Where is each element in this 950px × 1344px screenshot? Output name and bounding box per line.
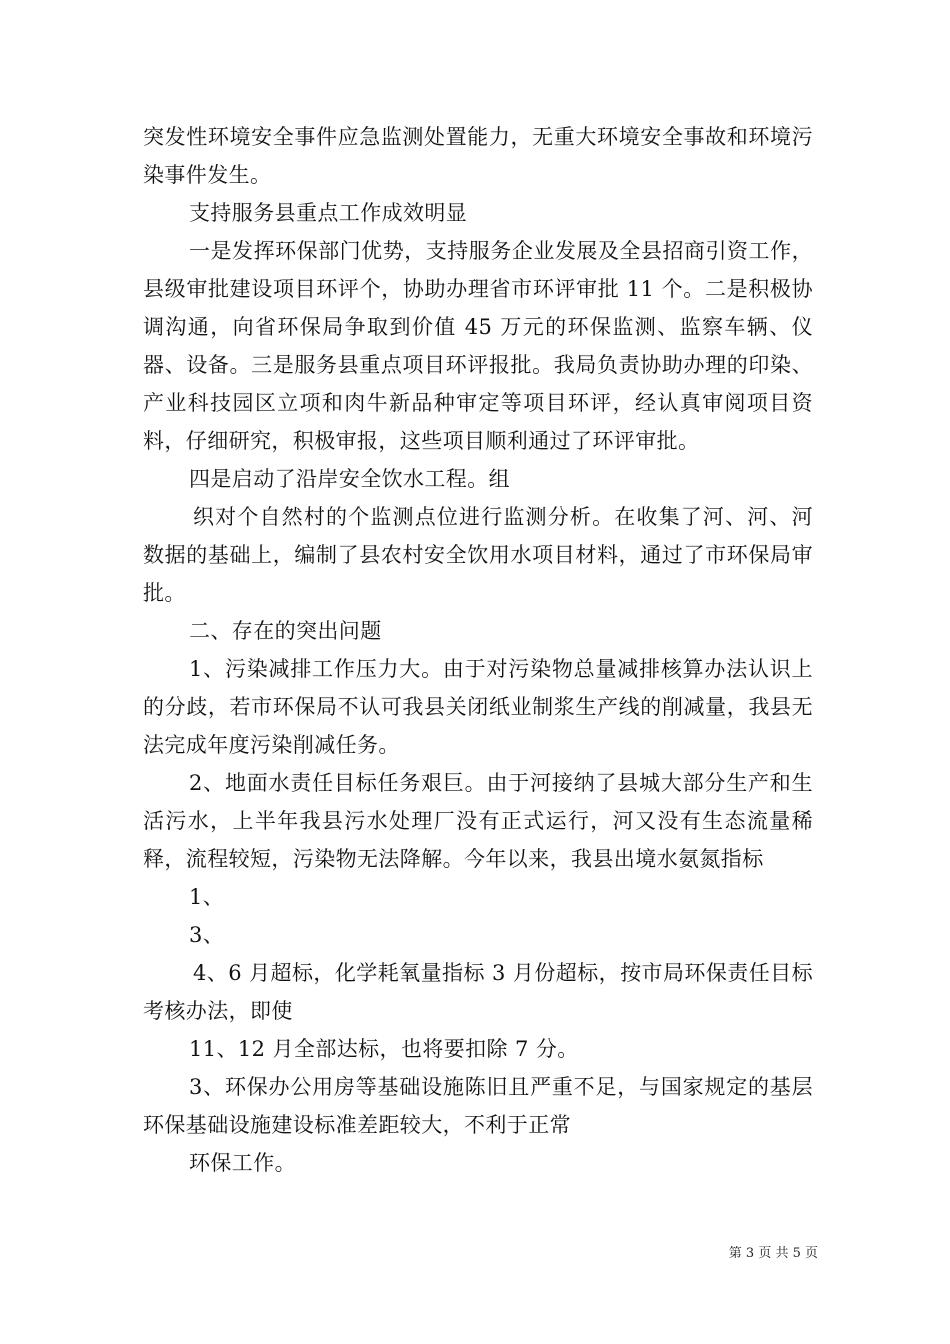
paragraph: 一是发挥环保部门优势，支持服务企业发展及全县招商引资工作，县级审批建设项目环评个，协助办理省市环评审批 11 个。二是积极协调沟通，向省环保局争取到价值 45 万元的环保监测、监察车辆、仪器、设备。三是服务县重点项目环评报批。我局负责协助办理的印染、产业科技园区立项和肉牛新品种审定等项目环评，经认真审阅项目资料，仔细研究，积极审报，这些项目顺利通过了环评审批。 (143, 239, 813, 453)
list-item: 1、 (189, 885, 225, 909)
paragraph: 1、污染减排工作压力大。由于对污染物总量减排核算办法认识上的分歧，若市环保局不认可我县关闭纸业制浆生产线的削减量，我县无法完成年度污染削减任务。 (143, 657, 813, 757)
paragraph: 织对个自然村的个监测点位进行监测分析。在收集了河、河、河数据的基础上，编制了县农村安全饮用水项目材料，通过了市环保局审批。 (143, 505, 813, 605)
paragraph: 突发性环境安全事件应急监测处置能力，无重大环境安全事故和环境污染事件发生。 (143, 125, 813, 187)
section-heading: 支持服务县重点工作成效明显 (189, 201, 468, 225)
document-body (143, 118, 813, 1182)
section-heading: 二、存在的突出问题 (189, 619, 382, 643)
paragraph: 3、环保办公用房等基础设施陈旧且严重不足，与国家规定的基层环保基础设施建设标准差距较大，不利于正常 (143, 1075, 813, 1137)
paragraph: 环保工作。 (189, 1151, 296, 1175)
paragraph: 4、6 月超标，化学耗氧量指标 3 月份超标，按市局环保责任目标考核办法，即使 (143, 961, 813, 1023)
paragraph: 2、地面水责任目标任务艰巨。由于河接纳了县城大部分生产和生活污水，上半年我县污水处理厂没有正式运行，河又没有生态流量稀释，流程较短，污染物无法降解。今年以来，我县出境水氨氮指标 (143, 771, 813, 871)
list-item: 3、 (189, 923, 225, 947)
paragraph: 四是启动了沿岸安全饮水工程。组 (189, 467, 510, 491)
page-number: 第 3 页 共 5 页 (728, 1246, 818, 1261)
paragraph: 11、12 月全部达标，也将要扣除 7 分。 (189, 1037, 579, 1061)
